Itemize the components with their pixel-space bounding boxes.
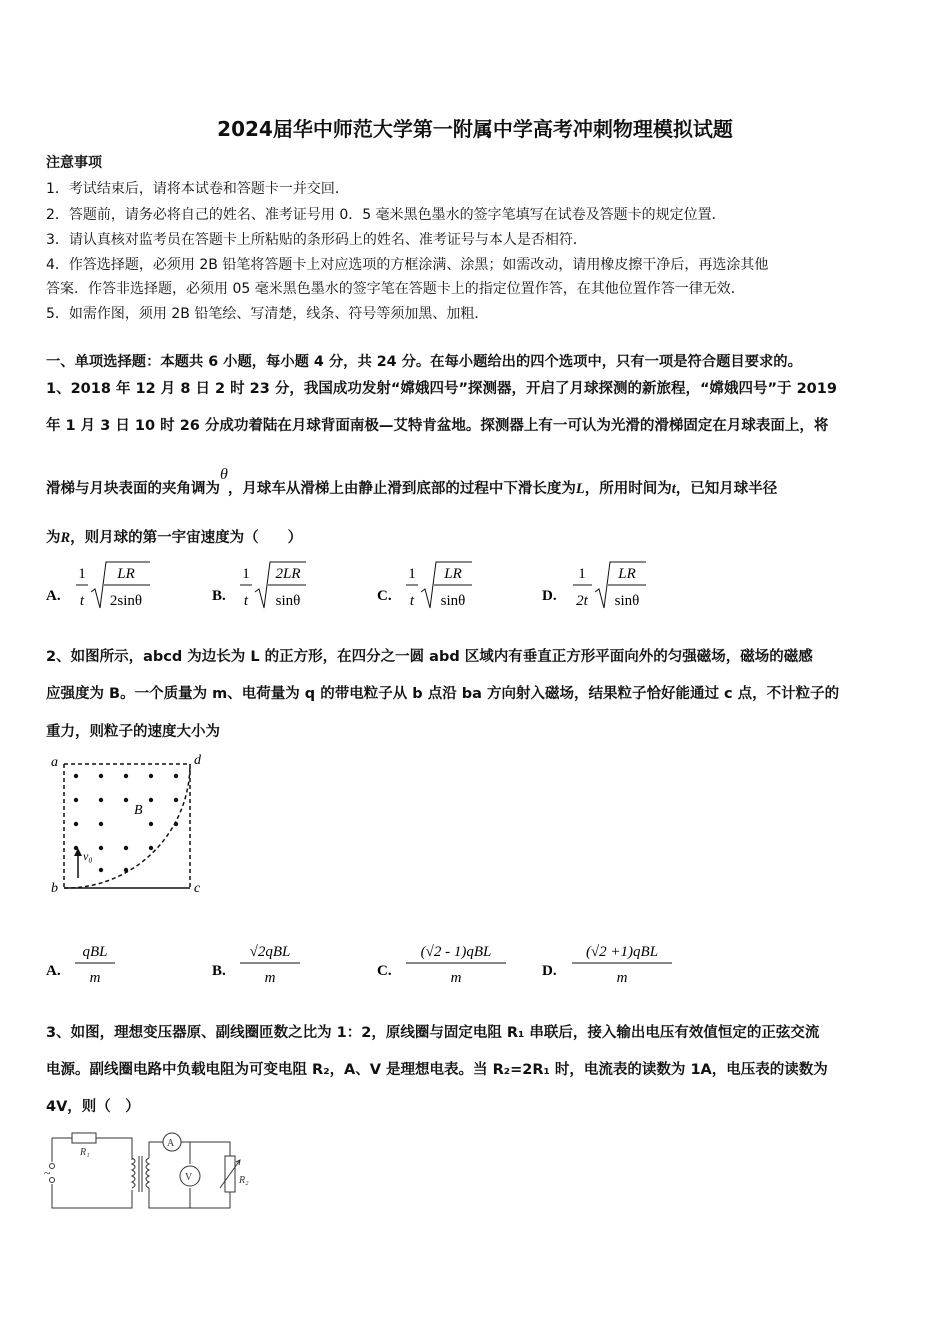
ac-source-symbol: ~ [44, 1166, 51, 1180]
option-letter: D. [542, 963, 557, 979]
q2-text-line: 应强度为 B。一个质量为 m、电荷量为 q 的带电粒子从 b 点沿 ba 方向射入磁场，结果粒子恰好能通过 c 点，不计粒子的 [46, 686, 840, 702]
q2-text-line: 重力，则粒子的速度大小为 [46, 724, 220, 740]
coef-den: t [409, 593, 415, 609]
q3-text-line: 4V，则（ ） [46, 1099, 140, 1115]
q2-figure [44, 748, 214, 898]
q3-text-line: 3、如图，理想变压器原、副线圈匝数之比为 1：2，原线圈与固定电阻 R₁ 串联后，接入输出电压有效值恒定的正弦交流 [46, 1025, 820, 1041]
rad-den: sinθ [614, 593, 640, 609]
q3-text-line: 电源。副线圈电路中负载电阻为可变电阻 R₂，A、V 是理想电表。当 R₂=2R₁ 时，电流表的读数为 1A，电压表的读数为 [46, 1062, 828, 1078]
notice-item: 4．作答选择题，必须用 2B 铅笔将答题卡上对应选项的方框涂满、涂黑；如需改动，请用橡皮擦干净后，再选涂其他 [46, 257, 769, 273]
primary-coil [132, 1158, 135, 1188]
label-d: d [194, 753, 201, 768]
option-den: m [616, 970, 628, 986]
option-num: qBL [82, 944, 108, 960]
section-heading: 一、单项选择题：本题共 6 小题，每小题 4 分，共 24 分。在每小题给出的四个选项中，只有一项是符合题目要求的。 [46, 354, 802, 370]
q1-option-a[interactable] [46, 562, 150, 609]
q1-text-line [46, 526, 302, 547]
q3-circuit [40, 1128, 270, 1218]
q1-text: ，则月球的第一宇宙速度为（ ） [70, 530, 303, 546]
q1-text: ，已知月球半径 [675, 481, 778, 497]
option-den: m [450, 970, 462, 986]
var-t: t [671, 481, 676, 497]
rad-num: LR [444, 566, 462, 582]
label-r2: R₂ [239, 1175, 249, 1186]
label-c: c [194, 881, 201, 896]
coef-num: 1 [78, 566, 86, 582]
option-letter: A. [46, 963, 61, 979]
q1-text: 为 [46, 530, 61, 546]
option-letter: D. [542, 588, 557, 604]
notice-item: 3．请认真核对监考员在答题卡上所粘贴的条形码上的姓名、准考证号与本人是否相符． [46, 232, 587, 248]
option-letter: C. [377, 588, 392, 604]
coef-num: 1 [578, 566, 586, 582]
q1-option-b[interactable] [212, 562, 306, 609]
rad-num: LR [618, 566, 636, 582]
theta-symbol: θ [220, 466, 228, 483]
q2-option-b[interactable] [212, 944, 300, 986]
var-L: L [575, 481, 585, 497]
q2-option-c[interactable] [377, 944, 506, 986]
option-letter: B. [212, 963, 226, 979]
label-b: b [51, 881, 58, 896]
option-letter: A. [46, 588, 61, 604]
q2-text-line: 2、如图所示，abcd 为边长为 L 的正方形，在四分之一圆 abd 区域内有垂直正方形平面向外的匀强磁场，磁场的磁感 [46, 649, 813, 665]
q1-options [40, 556, 700, 616]
rad-num: 2LR [275, 566, 301, 582]
page-title: 2024届华中师范大学第一附属中学高考冲刺物理模拟试题 [217, 117, 733, 141]
rad-den: 2sinθ [109, 593, 143, 609]
ammeter-label: A [167, 1138, 175, 1149]
notice-item: 答案．作答非选择题，必须用 05 毫米黑色墨水的签字笔在答题卡上的指定位置作答，在其他位置作答一律无效． [46, 281, 745, 297]
notice-item: 2．答题前，请务必将自己的姓名、准考证号用 0．5 毫米黑色墨水的签字笔填写在试卷及答题卡的规定位置． [46, 207, 726, 223]
voltmeter-label: V [185, 1172, 193, 1183]
option-letter: B. [212, 588, 226, 604]
q1-option-c[interactable] [377, 562, 472, 609]
coef-den: t [79, 593, 85, 609]
option-num: (√2 +1)qBL [585, 944, 659, 960]
rad-den: sinθ [275, 593, 301, 609]
option-letter: C. [377, 963, 392, 979]
coef-den: t [243, 593, 249, 609]
resistor-r1 [72, 1133, 96, 1143]
q2-option-a[interactable] [46, 944, 115, 986]
option-den: m [89, 970, 101, 986]
rad-den: sinθ [440, 593, 466, 609]
q1-text: ，所用时间为 [584, 481, 672, 497]
q1-text: ，月球车从滑梯上由静止滑到底部的过程中下滑长度为 [227, 481, 576, 497]
option-num: (√2 - 1)qBL [420, 944, 492, 960]
label-B: B [134, 803, 143, 818]
coef-den: 2t [576, 593, 588, 609]
notice-heading: 注意事项 [46, 155, 102, 171]
primary-wire [52, 1138, 132, 1160]
primary-return [52, 1138, 132, 1208]
notice-item: 5．如需作图，须用 2B 铅笔绘、写清楚，线条、符号等须加黑、加粗． [46, 306, 489, 322]
secondary-coil [146, 1158, 149, 1188]
q2-options [40, 936, 700, 992]
q1-text-line [46, 466, 778, 498]
var-R: R [60, 530, 71, 546]
variable-arrow [220, 1160, 240, 1188]
label-v0: v₀ [83, 849, 93, 863]
option-num: √2qBL [249, 944, 291, 960]
coef-num: 1 [242, 566, 250, 582]
label-r1: R₁ [80, 1147, 90, 1158]
q1-text-line: 1、2018 年 12 月 8 日 2 时 23 分，我国成功发射“嫦娥四号”探测器，开启了月球探测的新旅程，“嫦娥四号”于 2019 [46, 381, 837, 397]
q1-text-line: 年 1 月 3 日 10 时 26 分成功着陆在月球背面南极—艾特肯盆地。探测器上有一可认为光滑的滑梯固定在月球表面上，将 [46, 418, 829, 434]
notice-item: 1．考试结束后，请将本试卷和答题卡一并交回． [46, 181, 349, 197]
label-a: a [51, 755, 58, 770]
q2-option-d[interactable] [542, 944, 672, 986]
option-den: m [264, 970, 276, 986]
coef-num: 1 [408, 566, 416, 582]
q1-text: 滑梯与月块表面的夹角调为 [46, 481, 220, 497]
rad-num: LR [117, 566, 135, 582]
q1-option-d[interactable] [542, 562, 646, 609]
